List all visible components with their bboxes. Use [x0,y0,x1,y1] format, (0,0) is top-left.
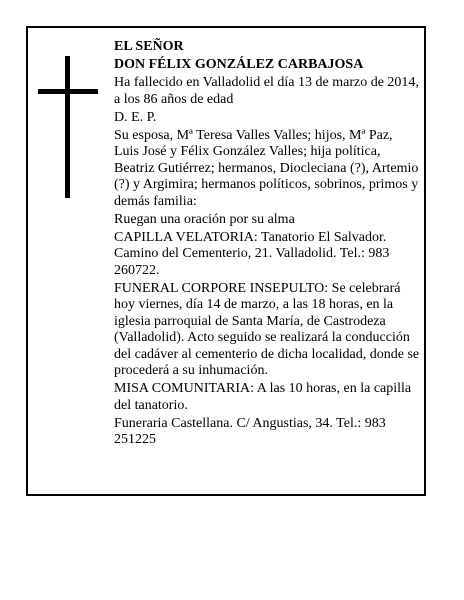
obituary-notice [26,26,426,496]
notice-title: EL SEÑOR [114,39,184,54]
funeral-home-info: Funeraria Castellana. C/ Angustias, 34. Tel.: 983 251225 [114,415,386,447]
death-info: Ha fallecido en Valladolid el día 13 de marzo de 2014, a los 86 años de edad [114,75,419,107]
cross-horizontal-bar [38,89,98,94]
deceased-name: DON FÉLIX GONZÁLEZ CARBAJOSA [114,57,364,72]
prayer-request: Ruegan una oración por su alma [114,211,295,227]
rip-text: D. E. P. [114,109,157,125]
family-list: Su esposa, Mª Teresa Valles Valles; hijos, Mª Paz, Luis José y Félix González Valles; hija política, Beatriz Gutiérrez; hermanos, Diocleciana (?), Artemio (?) y Argimira; hermanos políticos, sobrinos, primos y demás familia: [114,127,419,209]
cross-vertical-bar [65,56,70,198]
mass-info: MISA COMUNITARIA: A las 10 horas, en la capilla del tanatorio. [114,381,412,413]
funeral-info: FUNERAL CORPORE INSEPULTO: Se celebrará hoy viernes, día 14 de marzo, a las 18 horas, en la iglesia parroquial de Santa María, de Castrodeza (Valladolid). Acto seguido se realizará la conducción del cadáver al cementerio de dicha localidad, donde se procederá a su inhumación. [114,280,420,378]
notice-text [114,39,420,450]
wake-info: CAPILLA VELATORIA: Tanatorio El Salvador. Camino del Cementerio, 21. Valladolid. Tel.: 983 260722. [114,229,390,278]
cross-icon [38,56,98,198]
